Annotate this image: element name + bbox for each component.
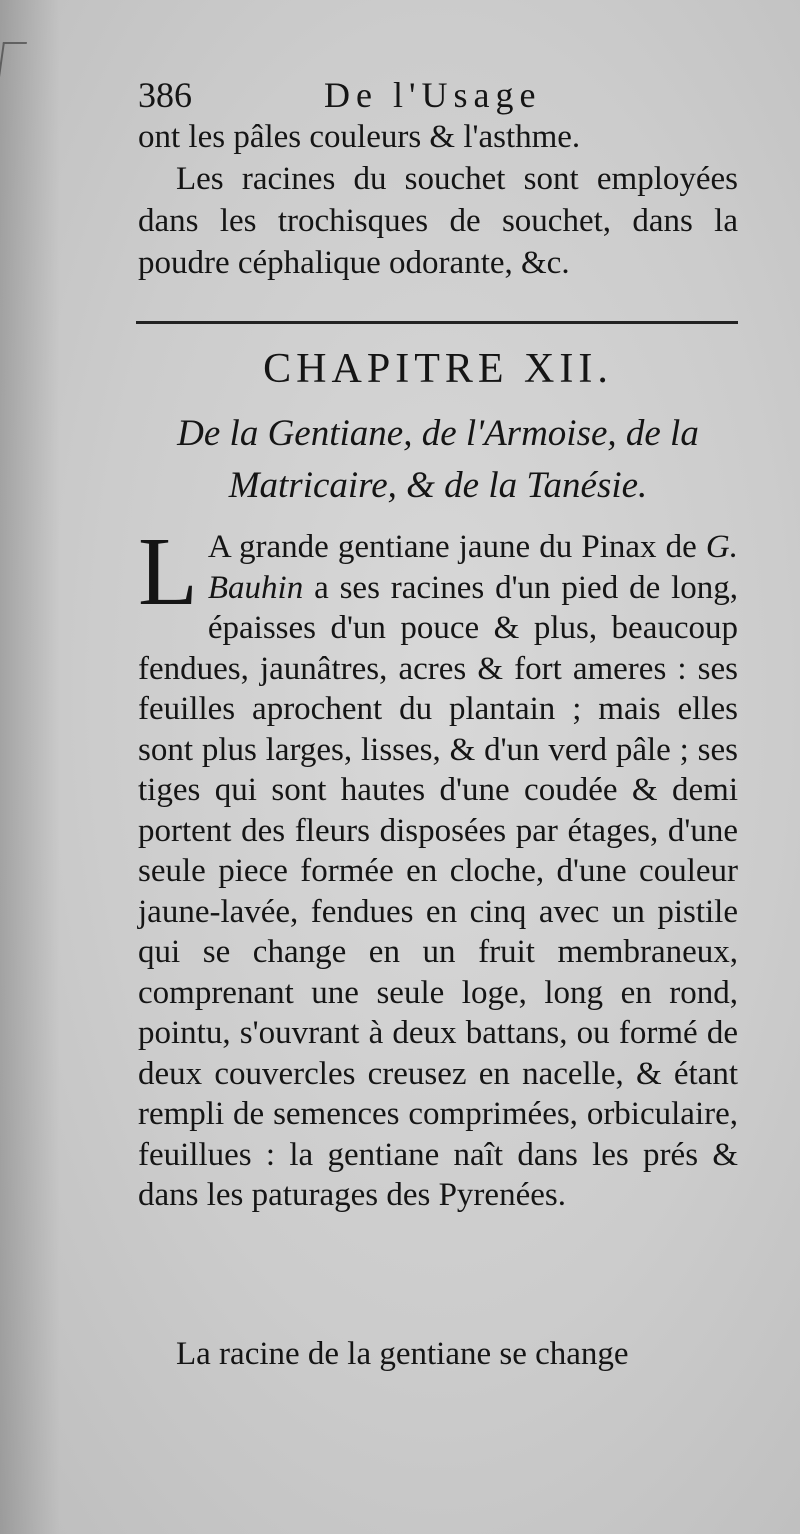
page-gutter-shadow xyxy=(0,0,60,1534)
body-text-rest: a ses racines d'un pied de long, épaisses d'un pouce & plus, beaucoup fendues, jaunâtres, acres & fort ameres : ses feuilles aprochent du plantain ; mais elles sont plus larges, lisses, & d'un verd pâle ; ses tiges qui sont hautes d'une coudée & demi portent des fleurs disposées par étages, d'une seule piece formée en cloche, d'une couleur jaune-lavée, fendues en cinq avec un pistile qui se change en un fruit membraneux, comprenant une seule loge, long en rond, pointu, s'ouvrant à deux battans, ou formé de deux couvercles creusez en nacelle, & étant rempli de semences comprimées, orbiculaire, feuillues : la gentiane naît dans les prés & dans les paturages des Pyrenées. xyxy=(138,569,738,1213)
running-head: De l'Usage xyxy=(324,75,542,115)
chapter-title: CHAPITRE XII. xyxy=(263,346,613,392)
chapter-body-paragraph xyxy=(138,518,738,1216)
author-name: G. Bauhin xyxy=(207,529,738,606)
drop-cap-letter: L xyxy=(138,518,198,626)
body-text-start: A grande gentiane jaune du Pinax de xyxy=(207,529,706,565)
souchet-paragraph: Les racines du souchet sont employées dans les trochisques de souchet, dans la poudre céphalique odorante, &c. xyxy=(138,161,738,281)
page-number: 386 xyxy=(138,75,192,115)
next-paragraph-start: La racine de la gentiane se change xyxy=(176,1336,629,1372)
chapter-subtitle: De la Gentiane, de l'Armoise, de la Matricaire, & de la Tanésie. xyxy=(177,413,699,506)
chapter-divider-rule xyxy=(136,321,738,324)
continued-line: ont les pâles couleurs & l'asthme. xyxy=(138,119,581,155)
